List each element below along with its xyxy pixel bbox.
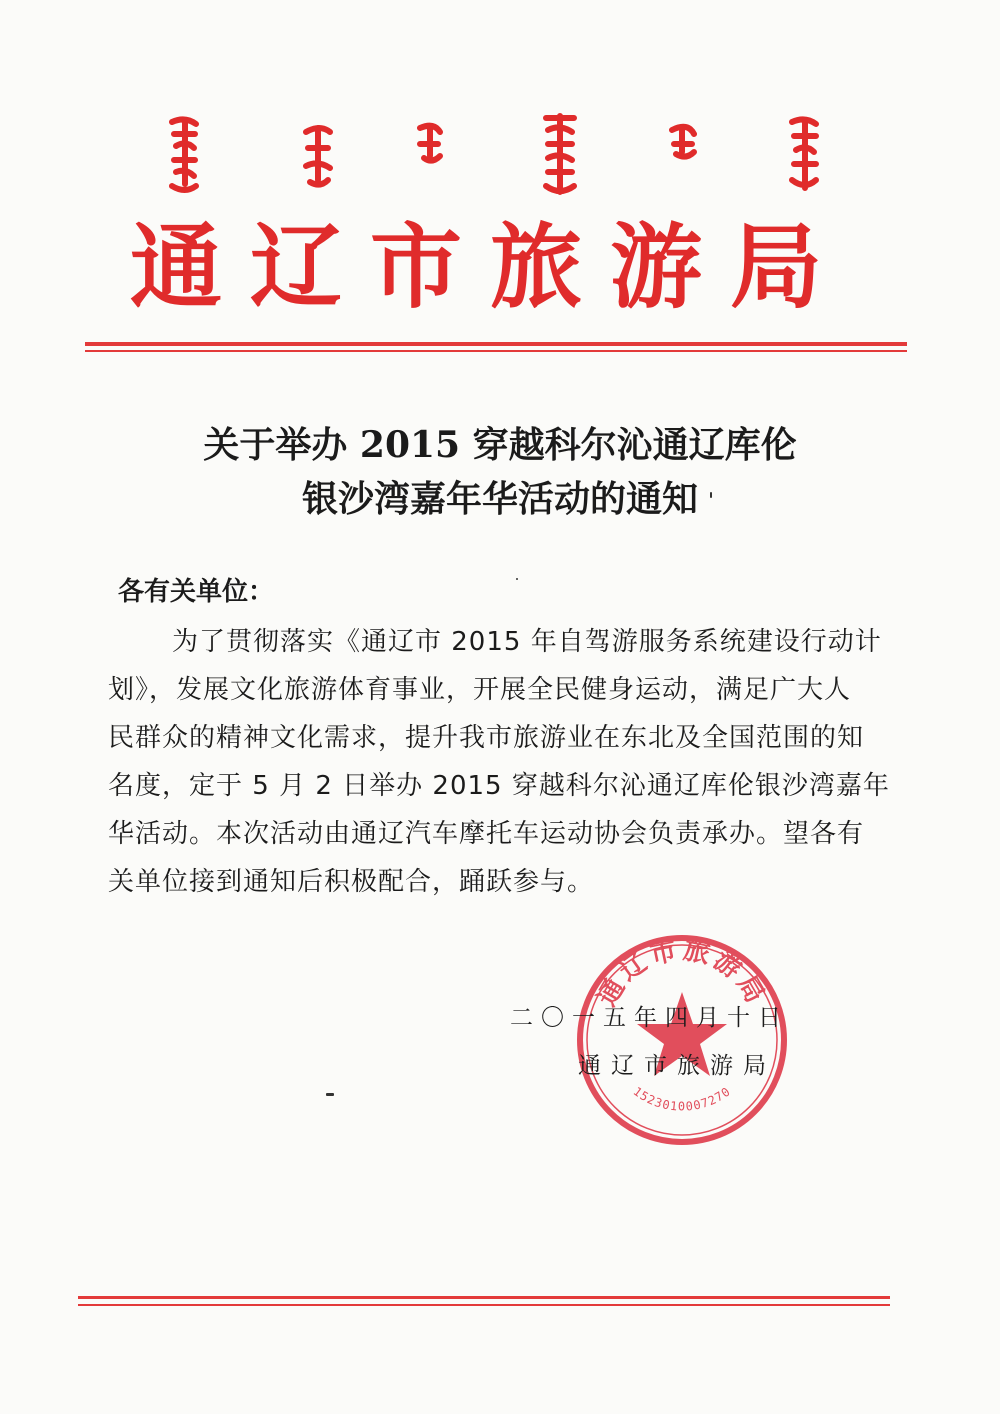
official-seal — [572, 930, 792, 1150]
scan-speck — [326, 1093, 334, 1096]
scan-speck — [710, 492, 712, 498]
salutation: 各有关单位： — [118, 577, 275, 607]
seal-number: 1523010007270 — [630, 1084, 734, 1114]
mongolian-letterhead — [0, 110, 1000, 200]
document-date: 二〇一五年四月十日 — [510, 1005, 789, 1031]
body-line: 华活动。本次活动由通辽汽车摩托车运动协会负责承办。望各有 — [108, 819, 865, 849]
body-line: 民群众的精神文化需求，提升我市旅游业在东北及全国范围的知 — [108, 723, 865, 753]
organization-name: 通辽市旅游局 — [129, 213, 850, 321]
document-title-line2: 银沙湾嘉年华活动的通知 — [301, 478, 698, 520]
document-title-line1: 关于举办 2015 穿越科尔沁通辽库伦 — [203, 424, 797, 466]
signatory: 通辽市旅游局 — [578, 1053, 776, 1079]
scan-speck — [516, 578, 518, 580]
footer-rule-thin — [78, 1304, 890, 1306]
svg-text:1523010007270 — [631, 1084, 734, 1114]
body-line: 为了贯彻落实《通辽市 2015 年自驾游服务系统建设行动计 — [172, 627, 882, 657]
seal-top-text: 通辽市旅游局 — [592, 935, 772, 1012]
header-rule-thin — [85, 350, 907, 352]
footer-rule-thick — [78, 1296, 890, 1299]
header-rule-thick — [85, 342, 907, 346]
body-line: 划》，发展文化旅游体育事业，开展全民健身运动，满足广大人 — [108, 675, 852, 705]
mongolian-script-graphic — [0, 110, 1000, 200]
body-line: 名度，定于 5 月 2 日举办 2015 穿越科尔沁通辽库伦银沙湾嘉年 — [108, 771, 890, 801]
body-line: 关单位接到通知后积极配合，踊跃参与。 — [108, 867, 595, 897]
